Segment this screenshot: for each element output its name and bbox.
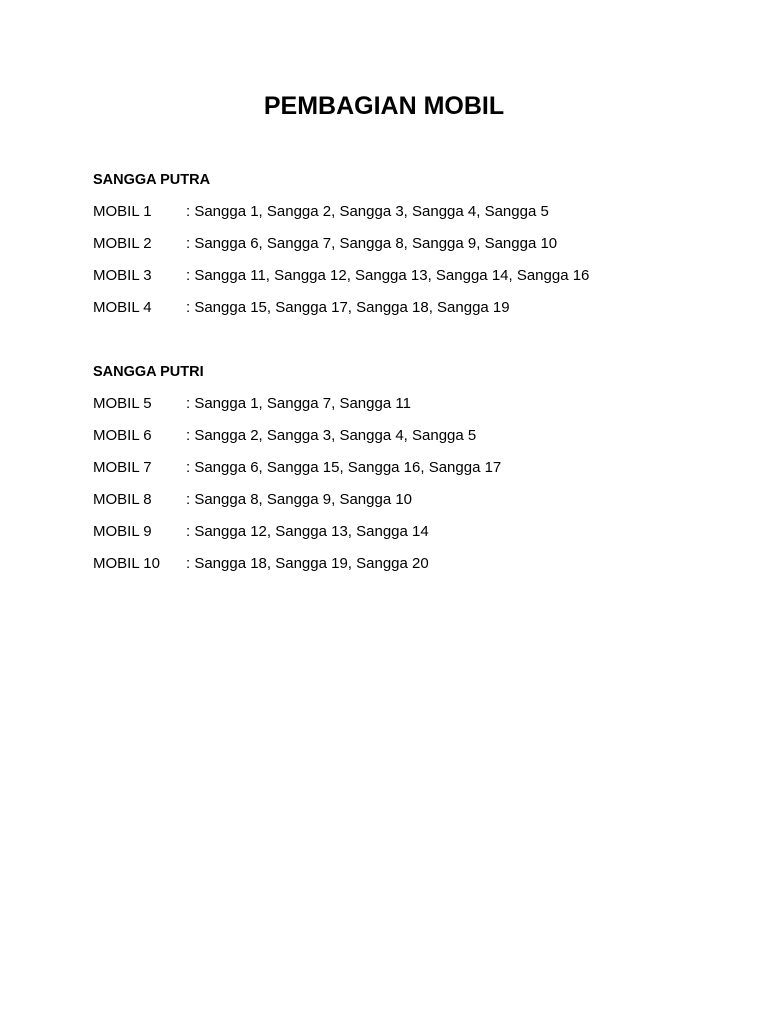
list-item: [93, 490, 733, 522]
list-item: [93, 298, 733, 330]
car-label: MOBIL 3: [93, 267, 152, 284]
group-list: : Sangga 6, Sangga 15, Sangga 16, Sangga 17: [186, 459, 502, 476]
list-item: [93, 394, 733, 426]
car-label: MOBIL 6: [93, 427, 152, 444]
section-sangga-putri: [93, 362, 733, 586]
car-label: MOBIL 2: [93, 235, 152, 252]
section-heading: SANGGA PUTRI: [93, 364, 204, 380]
group-list: : Sangga 18, Sangga 19, Sangga 20: [186, 555, 429, 572]
group-list: : Sangga 15, Sangga 17, Sangga 18, Sangga 19: [186, 299, 510, 316]
section-heading: SANGGA PUTRA: [93, 172, 211, 188]
group-list: : Sangga 1, Sangga 7, Sangga 11: [186, 395, 411, 412]
group-list: : Sangga 11, Sangga 12, Sangga 13, Sangga 14, Sangga 16: [186, 267, 590, 284]
list-item: [93, 202, 733, 234]
car-label: MOBIL 9: [93, 523, 152, 540]
group-list: : Sangga 6, Sangga 7, Sangga 8, Sangga 9, Sangga 10: [186, 235, 558, 252]
car-label: MOBIL 5: [93, 395, 152, 412]
group-list: : Sangga 1, Sangga 2, Sangga 3, Sangga 4, Sangga 5: [186, 203, 549, 220]
list-item: [93, 426, 733, 458]
list-item: [93, 266, 733, 298]
car-label: MOBIL 8: [93, 491, 152, 508]
list-item: [93, 522, 733, 554]
car-label: MOBIL 1: [93, 203, 152, 220]
car-label: MOBIL 10: [93, 555, 160, 572]
car-label: MOBIL 7: [93, 459, 152, 476]
list-item: [93, 554, 733, 586]
group-list: : Sangga 8, Sangga 9, Sangga 10: [186, 491, 413, 508]
list-item: [93, 234, 733, 266]
group-list: : Sangga 2, Sangga 3, Sangga 4, Sangga 5: [186, 427, 477, 444]
list-item: [93, 458, 733, 490]
page-title: PEMBAGIAN MOBIL: [263, 92, 505, 120]
section-sangga-putra: [93, 170, 733, 330]
group-list: : Sangga 12, Sangga 13, Sangga 14: [186, 523, 429, 540]
car-label: MOBIL 4: [93, 299, 152, 316]
